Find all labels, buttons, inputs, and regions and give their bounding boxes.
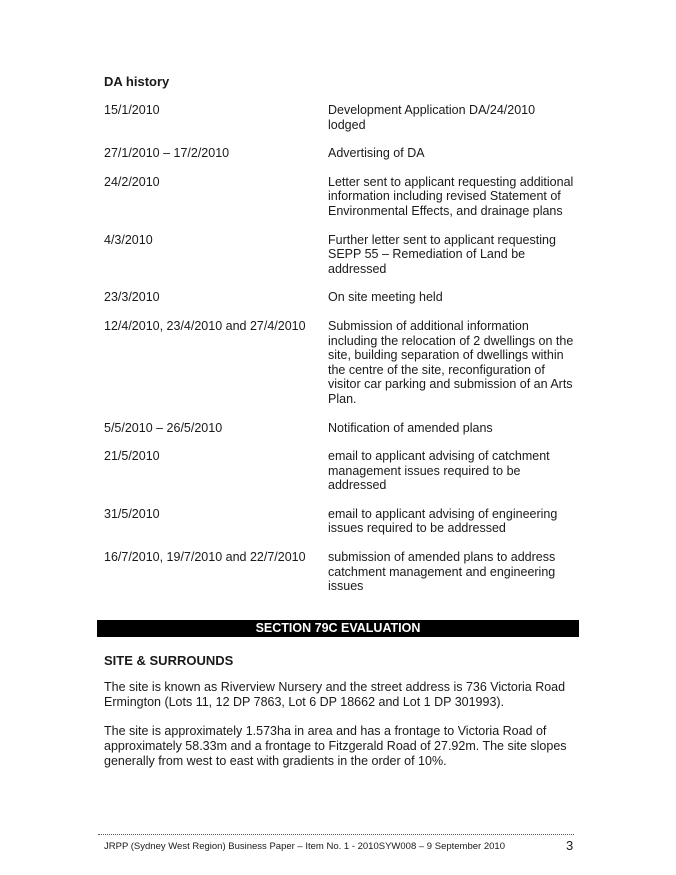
- history-row: [104, 421, 574, 436]
- history-date: 23/3/2010: [104, 290, 160, 305]
- history-description: submission of amended plans to address catchment management and engineering issues: [328, 550, 556, 594]
- history-date: 15/1/2010: [104, 103, 160, 117]
- history-description: Development Application DA/24/2010 lodged: [328, 103, 536, 132]
- history-description: On site meeting held: [328, 290, 443, 305]
- history-row: [104, 550, 574, 594]
- history-row: [104, 175, 574, 219]
- history-date: 27/1/2010 – 17/2/2010: [104, 146, 230, 161]
- history-description: Further letter sent to applicant requesting SEPP 55 – Remediation of Land be addressed: [328, 232, 556, 276]
- history-description: Advertising of DA: [328, 146, 425, 161]
- history-row: [104, 290, 574, 305]
- history-row: [104, 449, 574, 493]
- history-date: 24/2/2010: [104, 174, 160, 189]
- history-date: 12/4/2010, 23/4/2010 and 27/4/2010: [104, 318, 306, 333]
- footer-divider: [98, 834, 574, 835]
- history-row: [104, 507, 574, 536]
- history-date: 4/3/2010: [104, 232, 153, 247]
- site-paragraph-1: The site is known as Riverview Nursery and the street address is 736 Victoria Road Ermington (Lots 11, 12 DP 7863, Lot 6 DP 18662 and Lot 1 DP 301993).: [104, 680, 566, 709]
- history-date: 21/5/2010: [104, 449, 160, 464]
- history-description: Submission of additional information including the relocation of 2 dwellings on the site, building separation of dwellings within the centre of the site, reconfiguration of visitor car parking and submission of an Arts Plan.: [328, 318, 574, 406]
- history-row: [104, 103, 574, 132]
- footer-text: JRPP (Sydney West Region) Business Paper – Item No. 1 - 2010SYW008 – 9 September 2010: [104, 841, 505, 852]
- page-number: 3: [566, 838, 574, 853]
- history-row: [104, 146, 574, 161]
- history-date: 16/7/2010, 19/7/2010 and 22/7/2010: [104, 550, 306, 565]
- history-description: email to applicant advising of engineering issues required to be addressed: [328, 506, 558, 536]
- site-paragraph-2: The site is approximately 1.573ha in area and has a frontage to Victoria Road of approximately 58.33m and a frontage to Fitzgerald Road of 27.92m. The site slopes generally from west to east with gradients in the order of 10%.: [104, 724, 567, 768]
- history-description: Notification of amended plans: [328, 420, 493, 435]
- da-history-heading: DA history: [104, 74, 170, 89]
- history-row: [104, 319, 574, 407]
- history-row: [104, 233, 574, 277]
- history-date: 5/5/2010 – 26/5/2010: [104, 420, 223, 435]
- da-history-table: [104, 103, 574, 594]
- site-surrounds-heading: SITE & SURROUNDS: [104, 653, 234, 668]
- section-79c-banner: SECTION 79C EVALUATION: [97, 620, 579, 637]
- history-description: Letter sent to applicant requesting additional information including revised Statement of Environmental Effects, and drainage plans: [328, 174, 574, 218]
- history-description: email to applicant advising of catchment management issues required to be addressed: [328, 449, 550, 493]
- history-date: 31/5/2010: [104, 506, 160, 521]
